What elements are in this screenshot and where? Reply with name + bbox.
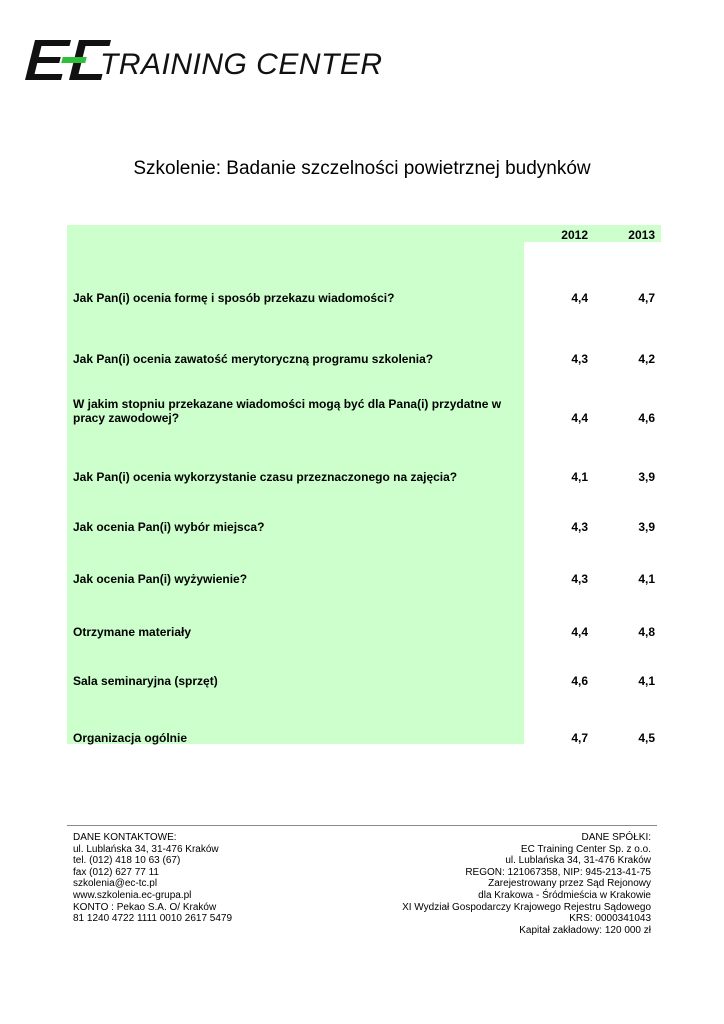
- value-2013: 4,8: [638, 625, 655, 639]
- footer-divider: [67, 825, 657, 826]
- value-2012: 4,7: [571, 731, 588, 745]
- value-2012: 4,4: [571, 411, 588, 425]
- question-text: Jak Pan(i) ocenia wykorzystanie czasu przeznaczonego na zajęcia?: [73, 470, 458, 484]
- value-2012: 4,3: [571, 520, 588, 534]
- value-2013: 3,9: [638, 470, 655, 484]
- value-2013: 4,1: [638, 572, 655, 586]
- contact-account-number: 81 1240 4722 1111 0010 2617 5479: [73, 913, 233, 925]
- question-text: Otrzymane materiały: [73, 625, 192, 639]
- value-2012: 4,4: [571, 291, 588, 305]
- contact-fax: fax (012) 627 77 11: [73, 866, 159, 878]
- value-2013: 3,9: [638, 520, 655, 534]
- logo-wordmark: TRAINING CENTER: [100, 48, 383, 81]
- value-2013: 4,1: [638, 674, 655, 688]
- value-2013: 4,5: [638, 731, 655, 745]
- company-details: [321, 832, 651, 936]
- survey-table: [67, 225, 661, 745]
- value-2013: 4,2: [638, 352, 655, 366]
- contact-website-link[interactable]: www.szkolenia.ec-grupa.pl: [73, 889, 192, 901]
- value-2012: 4,1: [571, 470, 588, 484]
- year-header-2013: 2013: [628, 228, 655, 242]
- company-krs: KRS: 0000341043: [569, 913, 651, 925]
- page-title: Szkolenie: Badanie szczelności powietrznej budynków: [133, 158, 591, 179]
- year-header-2012: 2012: [561, 228, 588, 242]
- ec-training-center-logo: [18, 36, 383, 84]
- contact-heading: DANE KONTAKTOWE:: [73, 832, 177, 843]
- value-2012: 4,4: [571, 625, 588, 639]
- value-2013: 4,6: [638, 411, 655, 425]
- company-regon-nip: REGON: 121067358, NIP: 945-213-41-75: [465, 866, 651, 878]
- value-2012: 4,3: [571, 352, 588, 366]
- company-court-division: XI Wydział Gospodarczy Krajowego Rejestru Sądowego: [402, 901, 651, 913]
- company-name: EC Training Center Sp. z o.o.: [520, 843, 651, 855]
- contact-phone: tel. (012) 418 10 63 (67): [73, 855, 181, 867]
- value-2012: 4,6: [571, 674, 588, 688]
- company-capital: Kapitał zakładowy: 120 000 zł: [519, 924, 651, 936]
- contact-bank: KONTO : Pekao S.A. O/ Kraków: [73, 901, 217, 913]
- question-text: Sala seminaryjna (sprzęt): [73, 674, 218, 688]
- company-heading: DANE SPÓŁKI:: [581, 832, 651, 843]
- question-text: Jak ocenia Pan(i) wyżywienie?: [73, 572, 248, 586]
- value-2012: 4,3: [571, 572, 588, 586]
- question-text: Organizacja ogólnie: [73, 731, 188, 745]
- company-address: ul. Lublańska 34, 31-476 Kraków: [505, 855, 651, 867]
- contact-address: ul. Lublańska 34, 31-476 Kraków: [73, 843, 219, 855]
- question-text: W jakim stopniu przekazane wiadomości mogą być dla Pana(i) przydatne w pracy zawodowej?: [73, 397, 502, 425]
- question-text: Jak ocenia Pan(i) wybór miejsca?: [73, 520, 265, 534]
- value-2013: 4,7: [638, 291, 655, 305]
- company-court: dla Krakowa - Śródmieścia w Krakowie: [478, 889, 651, 901]
- question-text: Jak Pan(i) ocenia formę i sposób przekazu wiadomości?: [73, 291, 395, 305]
- company-registration: Zarejestrowany przez Sąd Rejonowy: [488, 878, 651, 890]
- question-text: Jak Pan(i) ocenia zawatość merytoryczną programu szkolenia?: [73, 352, 434, 366]
- contact-email-link[interactable]: szkolenia@ec-tc.pl: [73, 878, 158, 890]
